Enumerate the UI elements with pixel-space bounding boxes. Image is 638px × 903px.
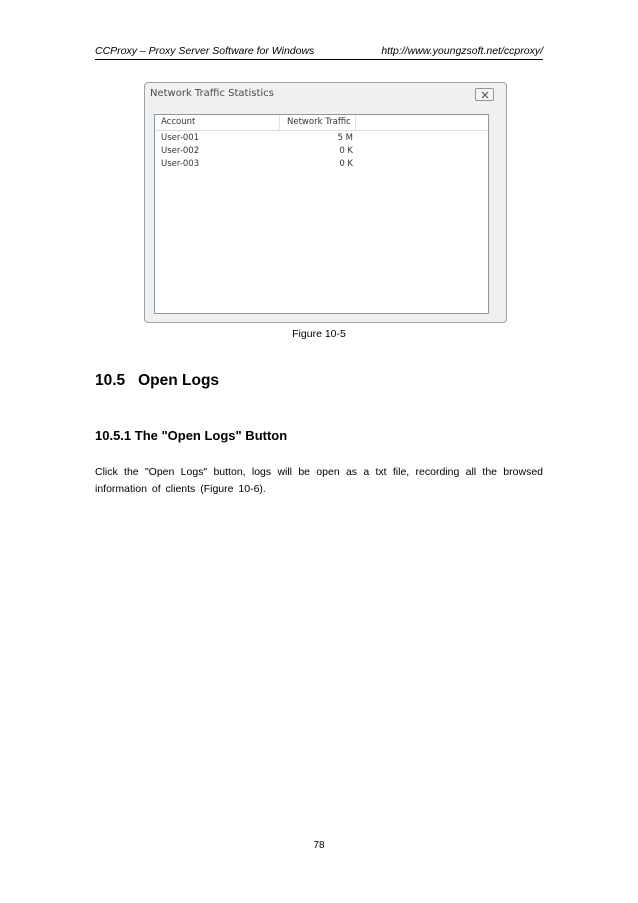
column-divider[interactable] xyxy=(355,115,356,130)
account-cell: User-003 xyxy=(161,159,200,169)
window-titlebar xyxy=(145,83,506,107)
traffic-list[interactable] xyxy=(154,114,489,314)
column-account[interactable]: Account xyxy=(161,117,196,127)
header-title: CCProxy – Proxy Server Software for Windows xyxy=(95,45,315,57)
account-cell: User-002 xyxy=(161,146,200,156)
traffic-cell: 5 M xyxy=(337,133,353,143)
window-title: Network Traffic Statistics xyxy=(150,88,274,99)
page-header xyxy=(95,44,543,60)
column-network-traffic[interactable]: Network Traffic xyxy=(287,117,351,127)
close-icon xyxy=(481,91,489,99)
header-url: http://www.youngzsoft.net/ccproxy/ xyxy=(381,45,543,57)
list-item[interactable] xyxy=(155,146,488,159)
traffic-cell: 0 K xyxy=(339,146,353,156)
body-paragraph: Click the "Open Logs" button, logs will be open as a txt file, recording all the browsed information of clients (Figure 10-6). xyxy=(95,466,543,495)
close-button[interactable] xyxy=(475,88,494,101)
network-traffic-window xyxy=(144,82,507,323)
subsection-heading: 10.5.1 The "Open Logs" Button xyxy=(95,428,288,443)
list-column-header xyxy=(155,115,488,131)
page-number: 78 xyxy=(313,840,325,851)
account-cell: User-001 xyxy=(161,133,200,143)
section-heading: 10.5 Open Logs xyxy=(95,372,220,389)
list-item[interactable] xyxy=(155,133,488,146)
column-divider[interactable] xyxy=(279,115,280,130)
traffic-cell: 0 K xyxy=(339,159,353,169)
list-item[interactable] xyxy=(155,159,488,172)
figure-caption: Figure 10-5 xyxy=(292,328,346,340)
